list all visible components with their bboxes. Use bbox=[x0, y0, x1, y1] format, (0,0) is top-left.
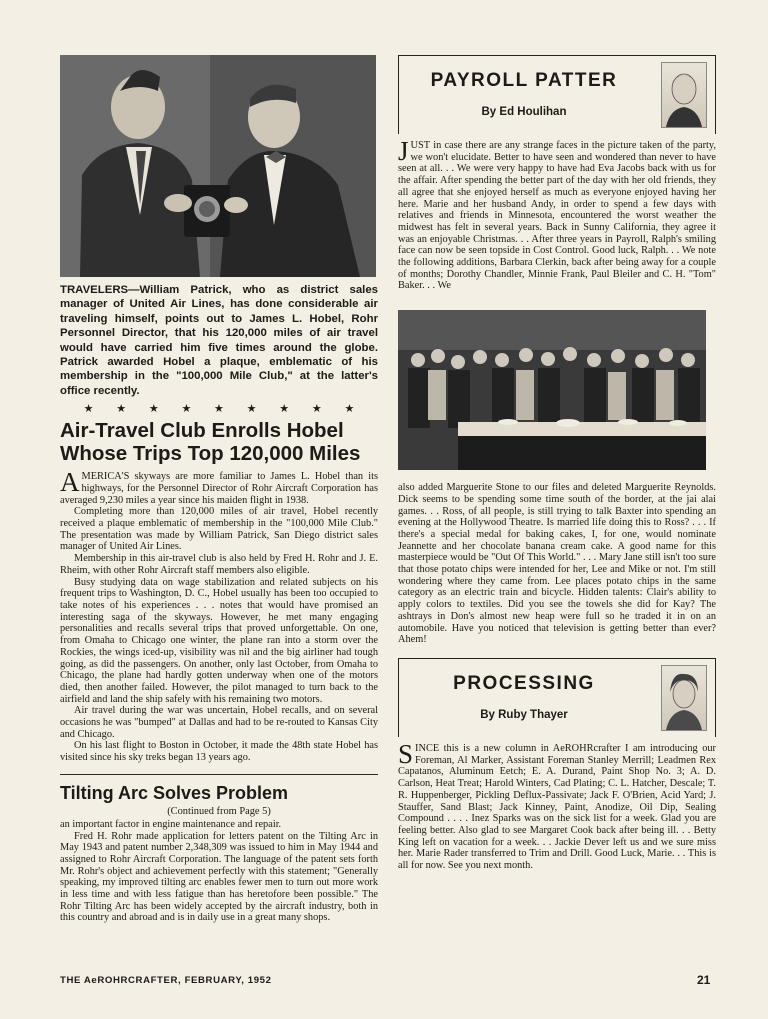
drop-cap: J bbox=[398, 136, 409, 166]
star-divider: ★ ★ ★ ★ ★ ★ ★ ★ ★ bbox=[83, 403, 355, 416]
column-title: PROCESSING bbox=[453, 672, 595, 694]
lead-caps: UST bbox=[410, 140, 431, 151]
photo-caption: TRAVELERS—William Patrick, who as district sales manager of United Air Lines, has done considerable air traveling himself, points out to James L. Hobel, Rohr Personnel Director, that his 120,000 miles of air travel would have carried him five times around the globe. Patrick awarded Hobel a plaque, emblematic of his membership in the "100,000 Mile Club," at the latter's office recently. bbox=[60, 284, 378, 397]
author-portrait bbox=[661, 665, 707, 731]
article-paragraph: Fred H. Rohr made application for letters patent on the Tilting Arc in May 1943 and patent number 2,348,309 was issued to him in May 1944 and assigned to Rohr Aircraft Corporation. The language of the patent sets forth Mr. Rohr's object and achievement perfectly with this statement; "Generally speaking, my improved tilting arc enables fewer men to turn out more work in less time and with less fatigue than has heretofore been possible." The Rohr Tilting Arc has been widely accepted by the aircraft industry, both in this country and abroad and is in daily use in a great many shops. bbox=[60, 830, 378, 924]
article-headline: Air-Travel Club Enrolls Hobel Whose Trips Top 120,000 Miles bbox=[60, 419, 361, 466]
party-photo-illustration bbox=[398, 310, 706, 470]
portrait-illustration bbox=[662, 666, 706, 730]
article2-headline: Tilting Arc Solves Problem bbox=[60, 782, 289, 803]
travelers-photo-illustration bbox=[60, 55, 376, 277]
article-paragraph: On his last flight to Boston in October, it made the 48th state Hobel has visited since his sky treks began 13 years ago. bbox=[60, 740, 378, 764]
lead-caps: MERICA'S bbox=[81, 471, 130, 483]
article-paragraph: Completing more than 120,000 miles of air travel, Hobel recently received a plaque emblematic of membership in the "100,000 Mile Club." The presentation was made by William Patrick, San Diego district sales manager of United Air Lines. bbox=[60, 506, 378, 553]
article-paragraph: Busy studying data on wage stabilization and related subjects on his frequent trips to Washington, D. C., Hobel usually has been too occupied to take notes of his experiences . . . notes that would have promised an interesting saga of the skyways. However, he met many engaging personalities and recalls several trips that proved unforgettable. On one, from Omaha to Chicago one winter, the plane ran into a storm over the Rockies, the wings iced-up, visibility was nil and the big airliner had tough going, as did the passengers. On another, only last October, from Omaha to Chicago, the plane had hardly gotten underway when one of the motors died, then another failed. However, the pilot managed to turn back to the airfield and land the ship safely with his remaining two motors. bbox=[60, 576, 378, 705]
article-paragraph: an important factor in engine maintenance and repair. bbox=[60, 818, 282, 830]
article-body bbox=[60, 467, 378, 764]
party-photo bbox=[398, 310, 706, 470]
column-title: PAYROLL PATTER bbox=[430, 70, 618, 91]
right-column bbox=[398, 55, 716, 872]
portrait-illustration bbox=[662, 63, 706, 127]
payroll-body-cont bbox=[398, 482, 716, 646]
travelers-photo bbox=[60, 55, 376, 277]
payroll-header-box bbox=[398, 55, 716, 134]
article-paragraph: Air travel during the war was uncertain, Hobel recalls, and on several occasions he was "bumped" at Dallas and had to be re-routed to Kansas City and Chicago. bbox=[60, 705, 378, 740]
article-paragraph: Membership in this air-travel club is also held by Fred H. Rohr and J. E. Rheim, with other Rohr Aircraft staff members also eligible. bbox=[60, 553, 378, 576]
paragraph-text: skyways are more familiar to James L. Hobel than its highways, for the Personnel Director of Rohr Aircraft Corporation has averaged 9,230 miles a year since his maiden flight in 1938. bbox=[60, 471, 378, 506]
column-paragraph bbox=[398, 738, 716, 872]
column-byline: By Ed Houlihan bbox=[481, 106, 567, 118]
section-divider bbox=[60, 774, 378, 775]
drop-cap: A bbox=[60, 467, 80, 498]
column-paragraph bbox=[398, 136, 716, 292]
publication-footer: THE AeROHRCRAFTER, FEBRUARY, 1952 bbox=[60, 975, 272, 986]
column-paragraph: also added Marguerite Stone to our files and deleted Marguerite Reynolds. Dick seems to be spending some time south of the border, at the jai alai games. . . Ross, of all people, is still trying to talk Baxter into spending an evening at the Hollywood Theatre. Is married life doing this to Ross? . . . If there's a special medal for baking cakes, I, for one, would nominate Jeannette and her chocolate banana cream cake. A good name for this masterpiece would be "Out Of This World." . . . Mary Jane still isn't too sure that those potato chips were intended for her, Lee and Mike or not. I'm still wondering where they came from. Lee places potato chips in the same category as an electric train and bicycle. Hidden talents: Clair's ability to apply colors to textiles. Did you see the towels she did for Kay? The ashtrays in Don's almost new heap were full so he traded it in on an automobile. Have you noticed that television is getting better than ever? Ahem! bbox=[398, 482, 716, 646]
payroll-body bbox=[398, 136, 716, 292]
drop-cap: S bbox=[398, 738, 414, 769]
processing-header-box bbox=[398, 658, 716, 737]
page-number: 21 bbox=[697, 973, 711, 987]
paragraph-text: in case there are any strange faces in the picture taken of the party, we won't elucidate. Better to have seen and wondered than never to have seen at all. . . We were very happy to have had Eva Jacobs back with us for the affair. After spending the better part of the day with her old friends, they all agree that she enjoyed herself as much as everyone enjoyed having her here. Marie and her husband Andy, in order to spend a few days with relatives and friends in Minnesota, encountered the worst weather the midwest has felt in several years. Back in Sunny California, they agree it was an enjoyable Christmas. . . After three years in Payroll, Ralph's smiling face can now be seen topside in Cost Control. Good luck, Ralph. . . We note the following additions, Barbara Clerkin, back after being away for a couple of months; Dorothy Chandler, Minnie Frank, Paul Bleiler and C. H. "Tom" Baker. . . We bbox=[398, 140, 716, 292]
left-column bbox=[60, 55, 378, 924]
author-portrait bbox=[661, 62, 707, 128]
paragraph-text: this is a new column in AeROHRcrafter I am introducing our Foreman, Al Marker, Assistant Foreman Stanley Merrill; Leadmen Rex Capatanos, Aluminum Eetch; E. A. Durand, Paint Shop No. 3; A. D. Carlson, Heat Treat; Harold Winters, Cad Plating; C. L. Hatcher, Descale; T. R. Huppenberger, Pickling Deflux-Passivate; Jack F. O'Brien, Acid Yard; J. Stauffer, Sand Blast; Jack Kinney, Paint, Anodize, Oil Dip, Sealing Compound . . . . Inez Sparks was on the sick list for a week. Glad you are feeling better. Also glad to see Margaret Cook back after being ill. . . Betty King left on vacation for a week. . . Jackie Dever left us and we sure miss her. Marie Rader transferred to Trim and Drill. Good Luck, Marie. . . This is all for now. See you next month. bbox=[398, 742, 716, 872]
article2-body bbox=[60, 819, 378, 924]
column-byline: By Ruby Thayer bbox=[480, 708, 568, 721]
processing-body bbox=[398, 738, 716, 872]
lead-caps: INCE bbox=[415, 742, 440, 754]
article-paragraph bbox=[60, 467, 378, 506]
continued-note: (Continued from Page 5) bbox=[167, 805, 271, 817]
